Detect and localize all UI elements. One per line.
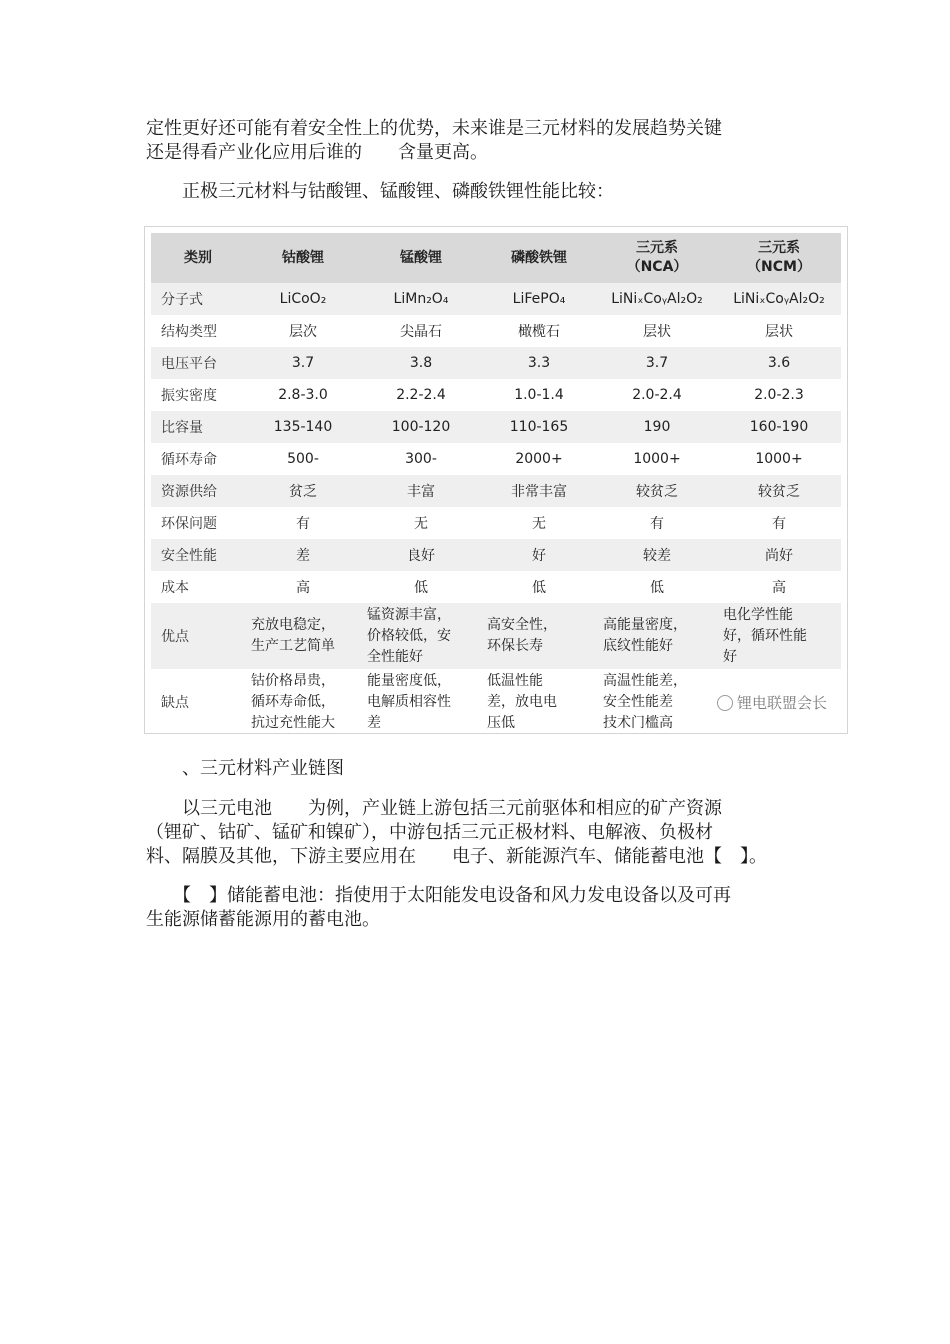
table-row — [151, 475, 841, 507]
table-row — [151, 507, 841, 539]
table-cell: 无 — [414, 516, 428, 532]
header-licoo2: 钴酸锂 — [282, 249, 324, 266]
table-cell: 良好 — [407, 548, 435, 564]
table-row — [151, 571, 841, 603]
table-cell: 层状 — [765, 324, 793, 340]
comparison-table-image — [144, 226, 848, 734]
table-cell: 高温性能差， 安全性能差 技术门槛高 — [603, 672, 687, 731]
table-row — [151, 283, 841, 315]
row-label: 结构类型 — [161, 324, 217, 340]
table-cell: 充放电稳定， 生产工艺简单 — [251, 617, 335, 654]
table-cell: LiFePO₄ — [512, 291, 566, 307]
table-cell: 1.0-1.4 — [514, 387, 564, 403]
table-cell: 2.8-3.0 — [278, 387, 328, 403]
row-label: 振实密度 — [161, 388, 217, 404]
table-row — [151, 539, 841, 571]
table-cell: 190 — [643, 419, 671, 435]
table-cell: 差 — [296, 548, 310, 564]
table-cell: 高 — [772, 580, 786, 596]
table-cell: 较贫乏 — [636, 484, 678, 500]
row-label: 电压平台 — [161, 356, 217, 372]
table-cell: 有 — [650, 516, 664, 532]
row-label: 优点 — [161, 629, 189, 645]
table-cell: 高 — [296, 580, 310, 596]
table-cell: 2000+ — [515, 451, 563, 467]
table-cell: 好 — [532, 548, 546, 564]
table-cell: 层状 — [643, 324, 671, 340]
table-cell: 110-165 — [509, 419, 569, 435]
row-label: 安全性能 — [161, 548, 217, 564]
row-label: 成本 — [161, 580, 189, 596]
table-cell: 钴价格昂贵， 循环寿命低， 抗过充性能大 — [251, 672, 335, 731]
header-category: 类别 — [184, 249, 212, 266]
table-row — [151, 603, 841, 669]
table-cell: 有 — [772, 516, 786, 532]
table-header-row — [151, 233, 841, 283]
table-cell: 层次 — [289, 324, 317, 340]
table-row — [151, 443, 841, 475]
table-cell: 尚好 — [765, 548, 793, 564]
table-cell: 较差 — [643, 548, 671, 564]
table-row — [151, 347, 841, 379]
table-cell: 高安全性， 环保长寿 — [487, 617, 557, 654]
table-cell: 1000+ — [633, 451, 681, 467]
paragraph-table-caption: 正极三元材料与钴酸锂、锰酸锂、磷酸铁锂性能比较： — [146, 181, 614, 202]
section-heading: 、三元材料产业链图 — [146, 758, 344, 779]
table-row — [151, 379, 841, 411]
table-cell: 2.0-2.4 — [632, 387, 682, 403]
table-cell: LiNiₓCoᵧAl₂O₂ — [611, 291, 703, 307]
table-cell: 电化学性能 好，循环性能 好 — [723, 606, 807, 665]
row-label: 资源供给 — [161, 484, 217, 500]
row-label: 分子式 — [161, 292, 203, 308]
table-cell: 2.0-2.3 — [754, 387, 804, 403]
table-cell: 3.7 — [291, 355, 315, 371]
table-cell: 3.3 — [527, 355, 551, 371]
table-cell: 低温性能 差，放电电 压低 — [487, 672, 557, 731]
header-lifepo4: 磷酸铁锂 — [511, 249, 567, 266]
table-cell: 3.8 — [409, 355, 433, 371]
chat-bubble-icon — [717, 695, 733, 711]
table-cell: 135-140 — [273, 419, 333, 435]
watermark — [717, 692, 827, 713]
table-row — [151, 411, 841, 443]
row-label: 循环寿命 — [161, 452, 217, 468]
table-cell: 非常丰富 — [511, 484, 567, 500]
table-cell: 锰资源丰富， 价格较低，安 全性能好 — [367, 606, 451, 665]
paragraph-industry-chain: 以三元电池 为例，产业链上游包括三元前驱体和相应的矿产资源 （锂矿、钴矿、锰矿和镍矿），中游包括三元正极材料、电解液、负极材 料、隔膜及其他，下游主要应用在 电子、新能源汽车、储能蓄电池【 】。 — [146, 798, 767, 867]
table-cell: 尖晶石 — [400, 324, 442, 340]
table-cell: 低 — [414, 580, 428, 596]
table-cell: 160-190 — [749, 419, 809, 435]
table-cell: 1000+ — [755, 451, 803, 467]
header-nca: 三元系 （NCA） — [626, 240, 688, 275]
table-cell: 100-120 — [391, 419, 451, 435]
table-cell: 3.6 — [767, 355, 791, 371]
watermark-text: 锂电联盟会长 — [736, 694, 827, 712]
table-cell: LiNiₓCoᵧAl₂O₂ — [733, 291, 825, 307]
comparison-table — [151, 233, 841, 734]
table-cell: 低 — [532, 580, 546, 596]
table-cell: 3.7 — [645, 355, 669, 371]
paragraph-footnote: 【 】储能蓄电池：指使用于太阳能发电设备和风力发电设备以及可再 生能源储蓄能源用的蓄电池。 — [146, 885, 731, 930]
row-label: 比容量 — [161, 420, 203, 436]
table-cell: LiMn₂O₄ — [393, 291, 449, 307]
header-ncm: 三元系 （NCM） — [747, 240, 811, 275]
header-limn2o4: 锰酸锂 — [400, 249, 442, 266]
row-label: 环保问题 — [161, 516, 217, 532]
table-cell: 橄榄石 — [518, 324, 560, 340]
table-cell: 300- — [405, 451, 437, 467]
table-cell: 高能量密度， 底纹性能好 — [603, 617, 687, 654]
table-cell: 500- — [287, 451, 319, 467]
table-cell: 2.2-2.4 — [396, 387, 446, 403]
table-cell: 低 — [650, 580, 664, 596]
table-cell: 较贫乏 — [758, 484, 800, 500]
paragraph-intro: 定性更好还可能有着安全性上的优势，未来谁是三元材料的发展趋势关键 还是得看产业化应用后谁的 含量更高。 — [146, 118, 722, 163]
table-cell: 贫乏 — [289, 484, 317, 500]
table-cell: 能量密度低， 电解质相容性 差 — [367, 672, 451, 731]
row-label: 缺点 — [161, 695, 189, 711]
table-cell: 丰富 — [407, 484, 435, 500]
table-cell: 无 — [532, 516, 546, 532]
table-row — [151, 315, 841, 347]
table-cell: 有 — [296, 516, 310, 532]
table-cell: LiCoO₂ — [279, 291, 327, 307]
